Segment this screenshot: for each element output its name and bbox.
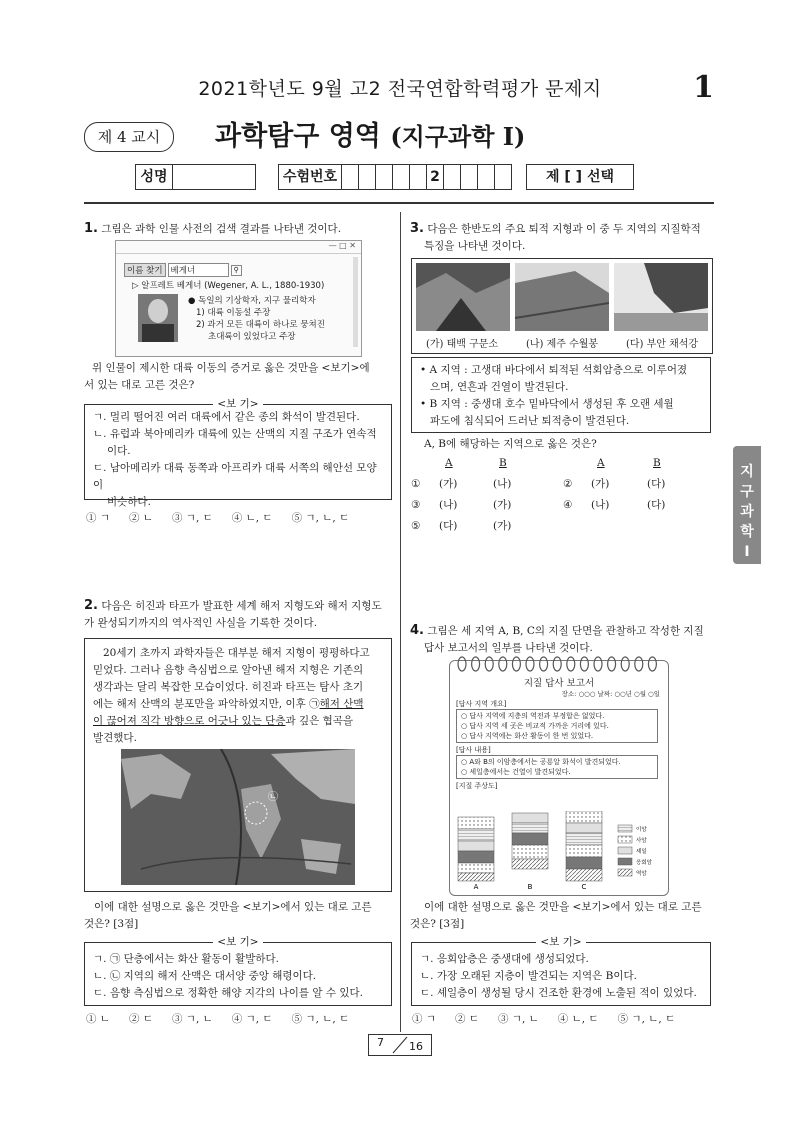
spiral-ring <box>648 657 656 671</box>
exam-title: 2021학년도 9월 고2 전국연합학력평가 문제지 <box>198 78 602 100</box>
q2-choice[interactable]: ③ ㄱ, ㄴ <box>171 1013 213 1025</box>
q4-choice[interactable]: ④ ㄴ, ㄷ <box>557 1013 599 1025</box>
q1-bogi-2b: 이다. <box>107 445 131 457</box>
column-label: C <box>581 883 587 891</box>
option-a: (나) <box>439 499 458 511</box>
option-num: ⑤ <box>411 520 421 532</box>
spiral-ring <box>621 657 629 671</box>
q1-choice[interactable]: ② ㄴ <box>128 512 153 524</box>
q4-bogi-3: ㄷ. 셰일층이 생성될 당시 건조한 환경에 노출된 적이 있었다. <box>420 987 697 999</box>
sec2-line: ○ A와 B의 이암층에서는 공룡알 화석이 발견되었다. <box>461 758 621 766</box>
q1-choice[interactable]: ① ㄱ <box>86 512 110 524</box>
q3-captions <box>412 335 712 350</box>
search-icon[interactable]: ⚲ <box>231 265 242 276</box>
exam-no-digit: 2 <box>427 164 444 190</box>
sec1-line: ○ 답사 지역 세 곳은 비교적 가까운 거리에 있다. <box>461 722 609 730</box>
report-meta: 장소: ○○○ 날짜: ○○년 ○월 ○일 <box>561 690 660 698</box>
q3-stem <box>410 220 720 255</box>
option-num: ① <box>411 478 421 490</box>
q1-choice[interactable]: ⑤ ㄱ, ㄴ, ㄷ <box>291 512 350 524</box>
column-label: A <box>473 883 479 891</box>
q2-p3: 생각과는 달리 복잡한 모습이었다. 히진과 타프는 탐사 초기 <box>93 681 364 693</box>
q1-search-row <box>124 263 242 277</box>
footer-total: 16 <box>409 1040 423 1053</box>
q1-dictionary-window <box>115 240 362 357</box>
q4-stem <box>410 622 722 657</box>
q4-report-notebook <box>449 660 669 896</box>
option-b: (다) <box>647 478 666 490</box>
id-bar <box>135 164 634 190</box>
legend-label: 사암 <box>636 838 647 844</box>
option-b: (가) <box>493 499 512 511</box>
q3-stem-b: 특징을 나타낸 것이다. <box>424 240 526 252</box>
photo-suwolbong <box>515 263 609 331</box>
spiral-ring <box>526 657 534 671</box>
spiral-binding-icon <box>450 655 668 673</box>
q2-p5b: 과 깊은 협곡을 <box>285 715 354 727</box>
caption-da: (다) 부안 채석강 <box>625 339 699 350</box>
q2-stem-a: 다음은 히진과 타프가 발표한 세계 해저 지형도와 해저 지형도 <box>101 600 382 612</box>
q4-question-a: 이에 대한 설명으로 옳은 것만을 <보기>에서 있는 대로 고른 <box>424 901 702 913</box>
sec2-line: ○ 셰일층에서는 건열이 발견되었다. <box>461 768 571 776</box>
q4-number: 4. <box>410 623 424 638</box>
spiral-ring <box>499 657 507 671</box>
q2-number: 2. <box>84 598 98 613</box>
photo-gumunso <box>416 263 510 331</box>
spiral-ring <box>567 657 575 671</box>
q1-bogi-3a: ㄷ. 남아메리카 대륙 동쪽과 아프리카 대륙 서쪽의 해안선 모양이 <box>93 462 377 491</box>
q3-question: A, B에 해당하는 지역으로 옳은 것은? <box>424 438 597 450</box>
q3-photo-panel <box>411 258 713 354</box>
q1-choice[interactable]: ④ ㄴ, ㄷ <box>231 512 273 524</box>
footer-page: 7 <box>377 1036 384 1049</box>
search-label: 이름 찾기 <box>124 263 166 277</box>
q4-choice[interactable]: ⑤ ㄱ, ㄴ, ㄷ <box>617 1013 676 1025</box>
q1-question-a: 위 인물이 제시한 대륙 이동의 증거로 옳은 것만을 <보기>에 <box>92 362 370 374</box>
scrollbar[interactable] <box>353 257 358 347</box>
q1-stem <box>84 220 394 238</box>
q1-stem-text: 그림은 과학 인물 사전의 검색 결과를 나타낸 것이다. <box>101 223 342 235</box>
q2-p2: 믿었다. 그러나 음향 측심법으로 알아낸 해저 지형은 기존의 <box>93 664 364 676</box>
q2-stem-b: 가 완성되기까지의 역사적인 사실을 기록한 것이다. <box>84 617 318 629</box>
q3-feature-a1: • A 지역 : 고생대 바다에서 퇴적된 석회암층으로 이루어졌 <box>420 364 688 376</box>
exam-no-label: 수험번호 <box>278 164 342 190</box>
q1-question <box>84 360 394 394</box>
q3-stem-a: 다음은 한반도의 주요 퇴적 지형과 이 중 두 지역의 지질학적 <box>427 223 701 235</box>
option-a: (가) <box>439 478 458 490</box>
option-b: (가) <box>493 520 512 532</box>
subject-main: 과학탐구 영역 <box>215 121 381 152</box>
q1-question-b: 서 있는 대로 고른 것은? <box>84 379 195 391</box>
q2-choice[interactable]: ② ㄷ <box>128 1013 153 1025</box>
seafloor-map-graphic <box>121 749 355 885</box>
entry-bullet: ● 독일의 기상학자, 지구 물리학자 <box>188 296 316 306</box>
q4-question <box>410 899 722 933</box>
name-field[interactable] <box>173 164 256 190</box>
q4-bogi-2: ㄴ. 가장 오래된 지층이 발견되는 지역은 B이다. <box>420 970 637 982</box>
search-input[interactable]: 베게너 <box>168 263 229 277</box>
spiral-ring <box>540 657 548 671</box>
q1-choice[interactable]: ③ ㄱ, ㄷ <box>171 512 213 524</box>
q1-bogi-2a: ㄴ. 유럽과 북아메리카 대륙에 있는 산맥의 지질 구조가 연속적 <box>93 428 377 440</box>
exam-no-box[interactable] <box>410 164 427 190</box>
q2-p5a: 이 끊어져 직각 방향으로 어긋나 있는 단층 <box>93 715 286 727</box>
q4-choice[interactable]: ② ㄷ <box>454 1013 479 1025</box>
subject-side-tab: 지 구 과 학 Ⅰ <box>733 446 761 564</box>
q1-bogi-box <box>84 398 392 508</box>
legend-label: 응회암 <box>636 860 652 866</box>
q2-question-b: 것은? [3점] <box>84 918 139 930</box>
column-divider <box>400 212 401 1032</box>
spiral-ring <box>594 657 602 671</box>
spiral-ring <box>472 657 480 671</box>
exam-no-box[interactable] <box>342 164 359 190</box>
q3-option-row[interactable] <box>411 474 711 495</box>
photo-chaeseokgang <box>614 263 708 331</box>
sec1-label: [답사 지역 개요] <box>456 700 507 708</box>
q1-bogi-1: ㄱ. 멀리 떨어진 여러 대륙에서 같은 종의 화석이 발견된다. <box>93 411 360 423</box>
option-a: (가) <box>591 478 610 490</box>
q4-bogi-1: ㄱ. 응회암층은 중생대에 생성되었다. <box>420 953 589 965</box>
caption-ga: (가) 태백 구문소 <box>425 339 499 350</box>
caption-na: (나) 제주 수월봉 <box>525 339 599 350</box>
q2-bogi-3: ㄷ. 음향 측심법으로 정확한 해양 지각의 나이를 알 수 있다. <box>93 987 364 999</box>
column-b <box>512 813 548 869</box>
q1-entry-title: ▷ 알프레트 베게너 (Wegener, A. L., 1880-1930) <box>132 281 325 291</box>
q1-entry-body <box>188 295 325 343</box>
window-controls: — □ ✕ <box>116 241 361 254</box>
q4-bogi-box <box>411 936 711 1006</box>
exam-no-box[interactable] <box>393 164 410 190</box>
q2-question-a: 이에 대한 설명으로 옳은 것만을 <보기>에서 있는 대로 고른 <box>94 901 372 913</box>
sec3-label: [지질 주상도] <box>456 782 498 790</box>
spiral-ring <box>635 657 643 671</box>
column-label: B <box>527 883 533 891</box>
bogi-label: <보 기> <box>536 936 585 948</box>
q4-choices <box>412 1011 694 1026</box>
q2-p4a: 에는 해저 산맥의 분포만을 파악하였지만, 이후 ㉠ <box>93 698 320 710</box>
spiral-ring <box>458 657 466 671</box>
report-title: 지질 답사 보고서 <box>523 678 595 689</box>
option-num: ④ <box>563 499 573 511</box>
exam-no-box[interactable] <box>376 164 393 190</box>
spiral-ring <box>608 657 616 671</box>
portrait-icon <box>138 294 178 342</box>
q2-p1: 20세기 초까지 과학자들은 대부분 해저 지형이 평평하다고 <box>103 647 370 659</box>
option-num: ② <box>563 478 573 490</box>
q2-passage-box <box>84 638 392 892</box>
report-body <box>456 699 658 791</box>
q1-number: 1. <box>84 221 98 236</box>
q3-feature-a2: 으며, 연흔과 건열이 발견된다. <box>430 381 569 393</box>
entry-item-2b: 초대륙이 있었다고 주장 <box>208 332 296 342</box>
col-a-header: A <box>445 457 453 469</box>
q3-feature-b1: • B 지역 : 중생대 호수 밑바닥에서 생성된 후 오랜 세월 <box>420 398 674 410</box>
option-b: (다) <box>647 499 666 511</box>
option-a: (다) <box>439 520 458 532</box>
sec1-line: ○ 답사 지역에 지층의 역전과 부정합은 없었다. <box>461 712 605 720</box>
exam-no-box[interactable] <box>444 164 461 190</box>
column-c <box>566 811 602 881</box>
q2-choice[interactable]: ① ㄴ <box>86 1013 110 1025</box>
q3-feature-box <box>411 357 711 433</box>
legend-label: 셰일 <box>636 849 647 855</box>
spiral-ring <box>580 657 588 671</box>
spiral-ring <box>485 657 493 671</box>
q3-option-row[interactable] <box>411 495 711 516</box>
name-label: 성명 <box>135 164 173 190</box>
q2-question <box>84 899 396 933</box>
exam-no-box[interactable] <box>461 164 478 190</box>
header-rule <box>84 202 714 204</box>
option-a: (나) <box>591 499 610 511</box>
q4-stem-a: 그림은 세 지역 A, B, C의 지질 단면을 관찰하고 작성한 지질 <box>427 625 704 637</box>
q2-p6: 발견했다. <box>93 732 137 744</box>
exam-no-box[interactable] <box>495 164 512 190</box>
q2-p4b: 해저 산맥 <box>319 698 364 710</box>
q2-bogi-1: ㄱ. ㉠ 단층에서는 화산 활동이 활발하다. <box>93 953 280 965</box>
exam-no-box[interactable] <box>359 164 376 190</box>
entry-item-1: 1) 대륙 이동설 주장 <box>196 308 271 318</box>
bogi-label: <보 기> <box>213 398 262 410</box>
spiral-ring <box>553 657 561 671</box>
subject-title <box>215 114 525 153</box>
column-a <box>458 817 494 881</box>
q3-feature-b2: 파도에 침식되어 드러난 퇴적층이 발견된다. <box>430 415 630 427</box>
period-badge: 제 4 교시 <box>84 122 174 152</box>
col-a-header: A <box>597 457 605 469</box>
q2-stem <box>84 597 396 632</box>
seafloor-map <box>121 749 355 885</box>
col-b-header: B <box>653 457 661 469</box>
legend-label: 역암 <box>636 871 647 877</box>
q3-options <box>411 453 711 537</box>
portrait-photo <box>138 294 178 342</box>
select-label: 제 [ ] 선택 <box>526 164 634 190</box>
q3-number: 3. <box>410 221 424 236</box>
exam-no-box[interactable] <box>478 164 495 190</box>
option-num: ③ <box>411 499 421 511</box>
spiral-ring <box>512 657 520 671</box>
col-b-header: B <box>499 457 507 469</box>
q4-question-b: 것은? [3점] <box>410 918 465 930</box>
page-footer <box>368 1034 432 1056</box>
entry-item-2: 2) 과거 모든 대륙이 하나로 뭉쳐진 <box>196 320 325 330</box>
legend-label: 이암 <box>636 827 647 833</box>
q2-bogi-2: ㄴ. ㉡ 지역의 해저 산맥은 대서양 중앙 해령이다. <box>93 970 317 982</box>
legend <box>618 825 653 877</box>
q4-choice[interactable]: ① ㄱ <box>412 1013 436 1025</box>
stratigraphic-columns <box>456 811 662 891</box>
q1-choices <box>86 510 368 525</box>
q2-choices <box>86 1011 368 1026</box>
subject-sub: (지구과학 Ⅰ) <box>390 122 526 151</box>
sec2-label: [답사 내용] <box>456 746 491 754</box>
q4-choice[interactable]: ③ ㄱ, ㄴ <box>497 1013 539 1025</box>
option-b: (나) <box>493 478 512 490</box>
q4-stem-b: 답사 보고서의 일부를 나타낸 것이다. <box>424 642 593 654</box>
bogi-label: <보 기> <box>213 936 262 948</box>
q2-choice[interactable]: ④ ㄱ, ㄷ <box>231 1013 273 1025</box>
sec1-line: ○ 답사 지역에는 화산 활동이 한 번 있었다. <box>461 732 594 740</box>
q3-option-row[interactable] <box>411 516 711 537</box>
page-number: 1 <box>693 70 714 105</box>
q2-choice[interactable]: ⑤ ㄱ, ㄴ, ㄷ <box>291 1013 350 1025</box>
map-label: ㉡ <box>268 792 278 803</box>
q2-bogi-box <box>84 936 392 1006</box>
q1-bogi-3b: 비슷하다. <box>107 496 151 508</box>
